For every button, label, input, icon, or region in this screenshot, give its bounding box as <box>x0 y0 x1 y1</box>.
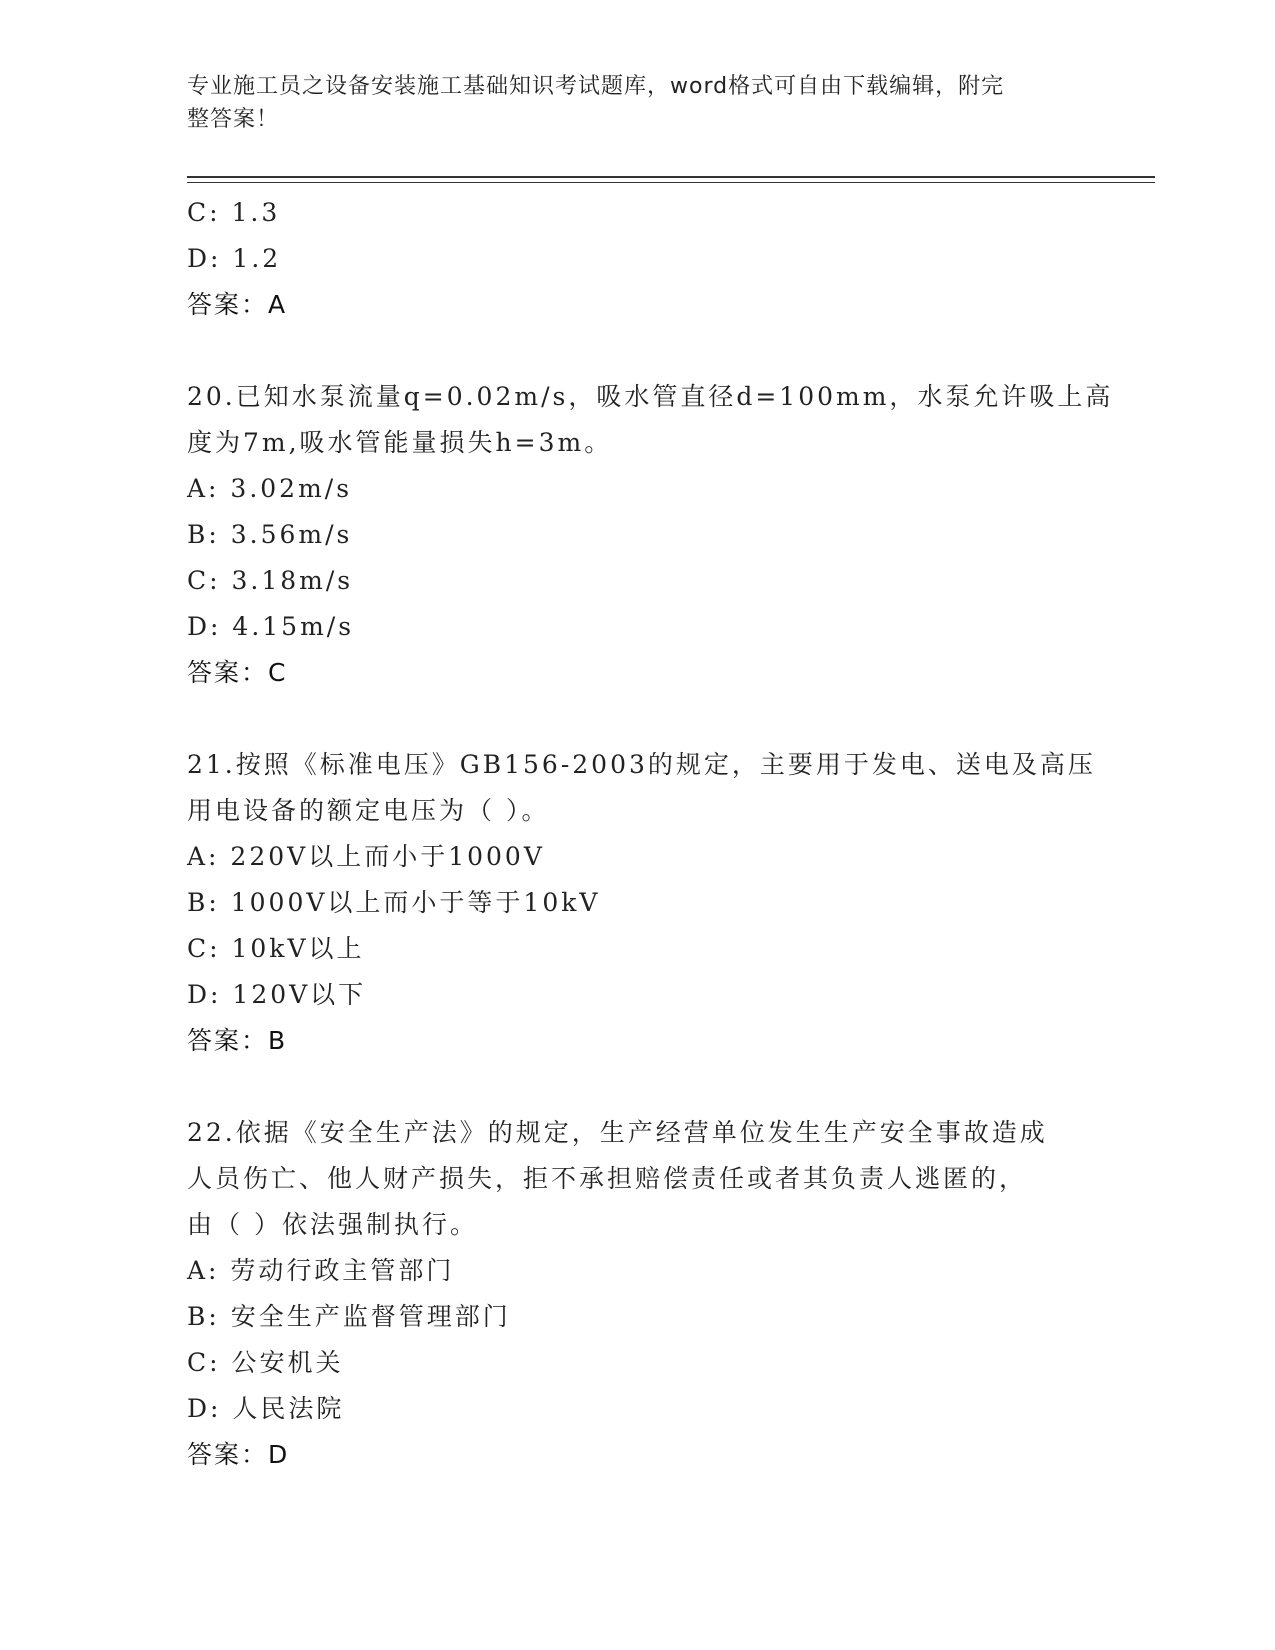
page-header <box>187 70 1067 136</box>
question-stem: 用电设备的额定电压为（ ）。 <box>187 796 550 825</box>
spacer <box>187 1064 1087 1110</box>
option-c: C: 3.18m/s <box>187 566 354 595</box>
option-b: B: 1000V以上而小于等于10kV <box>187 888 601 917</box>
option-d: D: 人民法院 <box>187 1394 345 1423</box>
option-d: D: 120V以下 <box>187 980 367 1009</box>
option-c: C: 公安机关 <box>187 1348 344 1377</box>
option-b: B: 3.56m/s <box>187 520 353 549</box>
question-21 <box>187 742 1096 1064</box>
spacer <box>187 328 1087 374</box>
question-19-tail <box>187 190 1087 328</box>
option-a: A: 220V以上而小于1000V <box>187 842 545 871</box>
question-stem: 人员伤亡、他人财产损失，拒不承担赔偿责任或者其负责人逃匿的， <box>187 1164 1028 1193</box>
answer-line: 答案：A <box>187 290 288 319</box>
header-rule-thick <box>187 176 1155 178</box>
answer-line: 答案：C <box>187 658 288 687</box>
question-list <box>187 190 1114 1478</box>
option-d: D: 1.2 <box>187 244 282 273</box>
header-rule-thin <box>187 182 1155 183</box>
option-c: C: 1.3 <box>187 198 281 227</box>
question-stem: 20.已知水泵流量q=0.02m/s，吸水管直径d=100mm，水泵允许吸上高 <box>187 382 1114 411</box>
question-stem: 21.按照《标准电压》GB156-2003的规定，主要用于发电、送电及高压 <box>187 750 1096 779</box>
header-line-1: 专业施工员之设备安装施工基础知识考试题库，word格式可自由下载编辑，附完 <box>187 74 1005 99</box>
question-stem: 22.依据《安全生产法》的规定，生产经营单位发生生产安全事故造成 <box>187 1118 1048 1147</box>
question-stem: 由（ ）依法强制执行。 <box>187 1210 478 1239</box>
option-a: A: 3.02m/s <box>187 474 353 503</box>
question-stem: 度为7m,吸水管能量损失h=3m。 <box>187 428 613 457</box>
spacer <box>187 696 1087 742</box>
answer-line: 答案：D <box>187 1440 290 1469</box>
option-d: D: 4.15m/s <box>187 612 355 641</box>
option-a: A: 劳动行政主管部门 <box>187 1256 455 1285</box>
question-20 <box>187 374 1114 696</box>
option-c: C: 10kV以上 <box>187 934 365 963</box>
question-22 <box>187 1110 1087 1478</box>
header-line-2: 整答案！ <box>187 107 280 132</box>
answer-line: 答案：B <box>187 1026 288 1055</box>
option-b: B: 安全生产监督管理部门 <box>187 1302 511 1331</box>
